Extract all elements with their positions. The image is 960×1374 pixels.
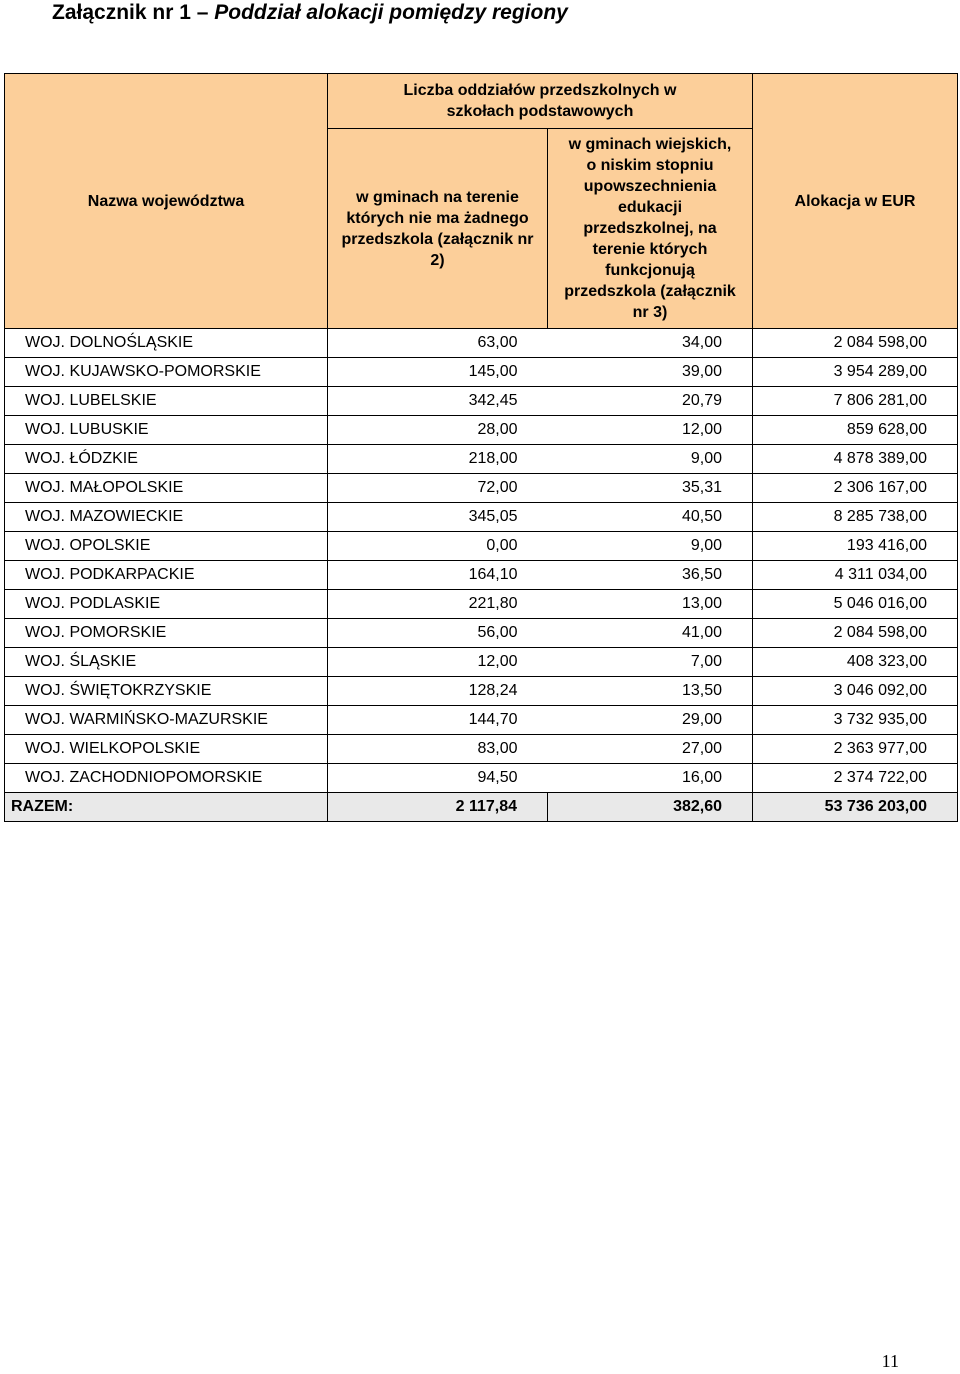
title-prefix: Załącznik nr 1 – xyxy=(52,1,215,24)
header-no-preschool xyxy=(328,129,548,329)
table-row xyxy=(5,561,958,590)
count-low-rate: 20,79 xyxy=(548,387,753,416)
allocation-eur: 2 084 598,00 xyxy=(753,329,958,358)
count-low-rate: 16,00 xyxy=(548,764,753,793)
total-label: RAZEM: xyxy=(5,793,328,822)
count-no-preschool: 128,24 xyxy=(328,677,548,706)
region-name: WOJ. ZACHODNIOPOMORSKIE xyxy=(5,764,328,793)
total-no-preschool: 2 117,84 xyxy=(328,793,548,822)
table-row xyxy=(5,358,958,387)
count-low-rate: 35,31 xyxy=(548,474,753,503)
table-row xyxy=(5,764,958,793)
table-row xyxy=(5,532,958,561)
allocation-eur: 4 311 034,00 xyxy=(753,561,958,590)
table-header xyxy=(5,74,958,329)
region-name: WOJ. WARMIŃSKO-MAZURSKIE xyxy=(5,706,328,735)
region-name: WOJ. PODLASKIE xyxy=(5,590,328,619)
allocation-eur: 859 628,00 xyxy=(753,416,958,445)
allocation-eur: 2 306 167,00 xyxy=(753,474,958,503)
header-no-preschool-label: w gminach na terenie których nie ma żadnego przedszkola (załącznik nr 2) xyxy=(341,188,534,269)
document-title xyxy=(52,0,568,26)
header-group-label: Liczba oddziałów przedszkolnych w szkołach podstawowych xyxy=(403,82,677,120)
region-name: WOJ. OPOLSKIE xyxy=(5,532,328,561)
region-name: WOJ. LUBUSKIE xyxy=(5,416,328,445)
table-row xyxy=(5,387,958,416)
header-low-rate-label: w gminach wiejskich, o niskim stopniu upowszechnienia edukacji przedszkolnej, na terenie których funkcjonują przedszkola (załącznik nr 3) xyxy=(564,136,736,321)
count-no-preschool: 164,10 xyxy=(328,561,548,590)
count-no-preschool: 28,00 xyxy=(328,416,548,445)
table-row xyxy=(5,474,958,503)
count-low-rate: 34,00 xyxy=(548,329,753,358)
region-name: WOJ. ŚLĄSKIE xyxy=(5,648,328,677)
table-row xyxy=(5,648,958,677)
allocation-eur: 5 046 016,00 xyxy=(753,590,958,619)
header-region: Nazwa województwa xyxy=(5,74,328,329)
table-row xyxy=(5,677,958,706)
allocation-eur: 2 374 722,00 xyxy=(753,764,958,793)
count-low-rate: 7,00 xyxy=(548,648,753,677)
count-low-rate: 27,00 xyxy=(548,735,753,764)
count-no-preschool: 345,05 xyxy=(328,503,548,532)
total-row xyxy=(5,793,958,822)
allocation-eur: 193 416,00 xyxy=(753,532,958,561)
header-group xyxy=(328,74,753,129)
table-row xyxy=(5,619,958,648)
allocation-eur: 3 954 289,00 xyxy=(753,358,958,387)
count-low-rate: 9,00 xyxy=(548,445,753,474)
table-row xyxy=(5,503,958,532)
count-low-rate: 12,00 xyxy=(548,416,753,445)
table-row xyxy=(5,590,958,619)
page-number: 11 xyxy=(881,1351,899,1371)
count-no-preschool: 0,00 xyxy=(328,532,548,561)
region-name: WOJ. WIELKOPOLSKIE xyxy=(5,735,328,764)
table-body xyxy=(5,329,958,822)
count-low-rate: 13,50 xyxy=(548,677,753,706)
allocation-eur: 7 806 281,00 xyxy=(753,387,958,416)
region-name: WOJ. ŁÓDZKIE xyxy=(5,445,328,474)
region-name: WOJ. KUJAWSKO-POMORSKIE xyxy=(5,358,328,387)
table-row xyxy=(5,445,958,474)
total-allocation-eur: 53 736 203,00 xyxy=(753,793,958,822)
count-no-preschool: 94,50 xyxy=(328,764,548,793)
header-low-rate xyxy=(548,129,753,329)
count-no-preschool: 72,00 xyxy=(328,474,548,503)
allocation-eur: 8 285 738,00 xyxy=(753,503,958,532)
allocation-eur: 2 084 598,00 xyxy=(753,619,958,648)
count-low-rate: 36,50 xyxy=(548,561,753,590)
table-row xyxy=(5,706,958,735)
count-no-preschool: 83,00 xyxy=(328,735,548,764)
allocation-eur: 2 363 977,00 xyxy=(753,735,958,764)
count-low-rate: 41,00 xyxy=(548,619,753,648)
allocation-eur: 3 732 935,00 xyxy=(753,706,958,735)
title-italic: Poddział alokacji pomiędzy regiony xyxy=(214,1,568,24)
count-no-preschool: 144,70 xyxy=(328,706,548,735)
table-row xyxy=(5,329,958,358)
region-name: WOJ. PODKARPACKIE xyxy=(5,561,328,590)
allocation-eur: 3 046 092,00 xyxy=(753,677,958,706)
count-no-preschool: 63,00 xyxy=(328,329,548,358)
header-allocation: Alokacja w EUR xyxy=(753,74,958,329)
region-name: WOJ. DOLNOŚLĄSKIE xyxy=(5,329,328,358)
count-low-rate: 40,50 xyxy=(548,503,753,532)
region-name: WOJ. LUBELSKIE xyxy=(5,387,328,416)
count-no-preschool: 12,00 xyxy=(328,648,548,677)
region-name: WOJ. POMORSKIE xyxy=(5,619,328,648)
region-name: WOJ. MAŁOPOLSKIE xyxy=(5,474,328,503)
count-low-rate: 39,00 xyxy=(548,358,753,387)
count-no-preschool: 56,00 xyxy=(328,619,548,648)
allocation-eur: 4 878 389,00 xyxy=(753,445,958,474)
count-low-rate: 9,00 xyxy=(548,532,753,561)
total-low-rate: 382,60 xyxy=(548,793,753,822)
allocation-table xyxy=(4,73,958,822)
region-name: WOJ. ŚWIĘTOKRZYSKIE xyxy=(5,677,328,706)
count-no-preschool: 218,00 xyxy=(328,445,548,474)
table-row xyxy=(5,735,958,764)
allocation-eur: 408 323,00 xyxy=(753,648,958,677)
table-row xyxy=(5,416,958,445)
count-low-rate: 29,00 xyxy=(548,706,753,735)
region-name: WOJ. MAZOWIECKIE xyxy=(5,503,328,532)
count-low-rate: 13,00 xyxy=(548,590,753,619)
count-no-preschool: 145,00 xyxy=(328,358,548,387)
count-no-preschool: 342,45 xyxy=(328,387,548,416)
count-no-preschool: 221,80 xyxy=(328,590,548,619)
